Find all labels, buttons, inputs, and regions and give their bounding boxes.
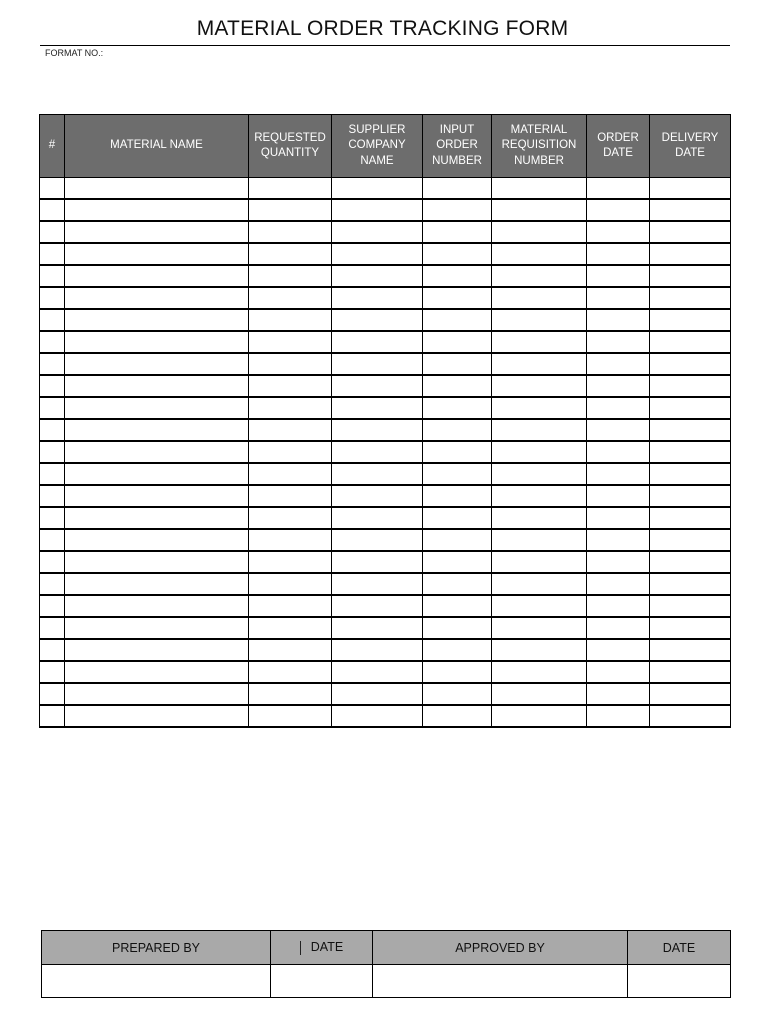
order-date-cell[interactable]	[587, 331, 650, 353]
requested-quantity-cell[interactable]	[249, 551, 332, 573]
number-cell[interactable]	[40, 243, 65, 265]
material-requisition-number-cell[interactable]	[492, 199, 587, 221]
supplier-company-name-cell[interactable]	[332, 441, 423, 463]
material-name-cell[interactable]	[65, 331, 249, 353]
table-row	[40, 199, 731, 221]
order-date-cell[interactable]	[587, 419, 650, 441]
material-name-cell[interactable]	[65, 507, 249, 529]
table-row	[40, 375, 731, 397]
requested-quantity-cell[interactable]	[249, 683, 332, 705]
material-name-cell[interactable]	[65, 287, 249, 309]
delivery-date-cell[interactable]	[650, 573, 731, 595]
requested-quantity-cell[interactable]	[249, 419, 332, 441]
order-date-cell[interactable]	[587, 375, 650, 397]
material-name-cell[interactable]	[65, 397, 249, 419]
delivery-date-cell[interactable]	[650, 661, 731, 683]
number-cell[interactable]	[40, 551, 65, 573]
material-requisition-number-cell[interactable]	[492, 617, 587, 639]
order-date-cell[interactable]	[587, 551, 650, 573]
material-name-cell[interactable]	[65, 639, 249, 661]
material-requisition-number-cell[interactable]	[492, 375, 587, 397]
prepared-by-field[interactable]	[42, 965, 271, 998]
delivery-date-cell[interactable]	[650, 441, 731, 463]
order-date-cell[interactable]	[587, 353, 650, 375]
delivery-date-cell[interactable]	[650, 353, 731, 375]
input-order-number-cell[interactable]	[423, 309, 492, 331]
order-date-cell[interactable]	[587, 683, 650, 705]
delivery-date-cell[interactable]	[650, 529, 731, 551]
material-requisition-number-cell[interactable]	[492, 397, 587, 419]
supplier-company-name-cell[interactable]	[332, 485, 423, 507]
table-row	[40, 617, 731, 639]
signature-entry-row	[42, 965, 731, 998]
delivery-date-cell[interactable]	[650, 551, 731, 573]
requested-quantity-cell[interactable]	[249, 243, 332, 265]
order-date-cell[interactable]	[587, 309, 650, 331]
delivery-date-cell[interactable]	[650, 331, 731, 353]
number-cell[interactable]	[40, 265, 65, 287]
requested-quantity-cell[interactable]	[249, 265, 332, 287]
requested-quantity-cell[interactable]	[249, 441, 332, 463]
material-requisition-number-cell[interactable]	[492, 441, 587, 463]
table-row	[40, 287, 731, 309]
table-row	[40, 353, 731, 375]
material-name-cell[interactable]	[65, 265, 249, 287]
table-row	[40, 507, 731, 529]
table-row	[40, 683, 731, 705]
number-cell[interactable]	[40, 617, 65, 639]
approved-by-field[interactable]	[373, 965, 628, 998]
material-name-cell[interactable]	[65, 485, 249, 507]
supplier-company-name-cell[interactable]	[332, 683, 423, 705]
prepared-by-header: PREPARED BY	[42, 931, 271, 965]
material-requisition-number-cell[interactable]	[492, 309, 587, 331]
col-header-input-order-number: INPUT ORDER NUMBER	[423, 115, 492, 178]
table-row	[40, 661, 731, 683]
material-name-cell[interactable]	[65, 573, 249, 595]
order-date-cell[interactable]	[587, 529, 650, 551]
delivery-date-cell[interactable]	[650, 705, 731, 727]
input-order-number-cell[interactable]	[423, 178, 492, 200]
delivery-date-cell[interactable]	[650, 463, 731, 485]
input-order-number-cell[interactable]	[423, 683, 492, 705]
input-order-number-cell[interactable]	[423, 441, 492, 463]
input-order-number-cell[interactable]	[423, 287, 492, 309]
delivery-date-cell[interactable]	[650, 199, 731, 221]
material-name-cell[interactable]	[65, 243, 249, 265]
table-row	[40, 397, 731, 419]
number-cell[interactable]	[40, 441, 65, 463]
material-name-cell[interactable]	[65, 705, 249, 727]
order-date-cell[interactable]	[587, 221, 650, 243]
input-order-number-cell[interactable]	[423, 353, 492, 375]
order-tracking-table	[39, 114, 731, 728]
col-header-material-name: MATERIAL NAME	[65, 115, 249, 178]
material-name-cell[interactable]	[65, 309, 249, 331]
material-name-cell[interactable]	[65, 419, 249, 441]
number-cell[interactable]	[40, 353, 65, 375]
supplier-company-name-cell[interactable]	[332, 463, 423, 485]
order-date-cell[interactable]	[587, 705, 650, 727]
approved-date-field[interactable]	[628, 965, 731, 998]
supplier-company-name-cell[interactable]	[332, 507, 423, 529]
order-date-cell[interactable]	[587, 485, 650, 507]
material-requisition-number-cell[interactable]	[492, 507, 587, 529]
requested-quantity-cell[interactable]	[249, 573, 332, 595]
requested-quantity-cell[interactable]	[249, 463, 332, 485]
order-date-cell[interactable]	[587, 573, 650, 595]
delivery-date-cell[interactable]	[650, 309, 731, 331]
supplier-company-name-cell[interactable]	[332, 617, 423, 639]
delivery-date-cell[interactable]	[650, 485, 731, 507]
table-row	[40, 243, 731, 265]
delivery-date-cell[interactable]	[650, 617, 731, 639]
requested-quantity-cell[interactable]	[249, 353, 332, 375]
requested-quantity-cell[interactable]	[249, 617, 332, 639]
order-date-cell[interactable]	[587, 243, 650, 265]
supplier-company-name-cell[interactable]	[332, 529, 423, 551]
supplier-company-name-cell[interactable]	[332, 551, 423, 573]
table-row	[40, 441, 731, 463]
delivery-date-cell[interactable]	[650, 683, 731, 705]
input-order-number-cell[interactable]	[423, 551, 492, 573]
material-requisition-number-cell[interactable]	[492, 353, 587, 375]
delivery-date-cell[interactable]	[650, 221, 731, 243]
col-header-number: #	[40, 115, 65, 178]
col-header-delivery-date: DELIVERY DATE	[650, 115, 731, 178]
delivery-date-cell[interactable]	[650, 507, 731, 529]
number-cell[interactable]	[40, 397, 65, 419]
input-order-number-cell[interactable]	[423, 529, 492, 551]
delivery-date-cell[interactable]	[650, 178, 731, 200]
order-date-cell[interactable]	[587, 178, 650, 200]
number-cell[interactable]	[40, 178, 65, 200]
supplier-company-name-cell[interactable]	[332, 178, 423, 200]
number-cell[interactable]	[40, 419, 65, 441]
table-row	[40, 419, 731, 441]
approved-by-header: APPROVED BY	[373, 931, 628, 965]
material-requisition-number-cell[interactable]	[492, 529, 587, 551]
material-name-cell[interactable]	[65, 551, 249, 573]
material-requisition-number-cell[interactable]	[492, 419, 587, 441]
number-cell[interactable]	[40, 309, 65, 331]
requested-quantity-cell[interactable]	[249, 375, 332, 397]
supplier-company-name-cell[interactable]	[332, 573, 423, 595]
input-order-number-cell[interactable]	[423, 507, 492, 529]
delivery-date-cell[interactable]	[650, 287, 731, 309]
number-cell[interactable]	[40, 463, 65, 485]
input-order-number-cell[interactable]	[423, 661, 492, 683]
requested-quantity-cell[interactable]	[249, 529, 332, 551]
prepared-date-field[interactable]	[271, 965, 373, 998]
input-order-number-cell[interactable]	[423, 221, 492, 243]
material-name-cell[interactable]	[65, 661, 249, 683]
material-requisition-number-cell[interactable]	[492, 265, 587, 287]
prepared-date-label: DATE	[310, 940, 344, 955]
input-order-number-cell[interactable]	[423, 485, 492, 507]
requested-quantity-cell[interactable]	[249, 221, 332, 243]
table-row	[40, 551, 731, 573]
delivery-date-cell[interactable]	[650, 639, 731, 661]
order-date-cell[interactable]	[587, 265, 650, 287]
input-order-number-cell[interactable]	[423, 397, 492, 419]
material-requisition-number-cell[interactable]	[492, 287, 587, 309]
signature-table	[41, 930, 731, 998]
number-cell[interactable]	[40, 595, 65, 617]
material-requisition-number-cell[interactable]	[492, 639, 587, 661]
requested-quantity-cell[interactable]	[249, 661, 332, 683]
supplier-company-name-cell[interactable]	[332, 331, 423, 353]
input-order-number-cell[interactable]	[423, 463, 492, 485]
delivery-date-cell[interactable]	[650, 265, 731, 287]
supplier-company-name-cell[interactable]	[332, 243, 423, 265]
input-order-number-cell[interactable]	[423, 243, 492, 265]
material-requisition-number-cell[interactable]	[492, 705, 587, 727]
order-date-cell[interactable]	[587, 397, 650, 419]
material-requisition-number-cell[interactable]	[492, 551, 587, 573]
input-order-number-cell[interactable]	[423, 595, 492, 617]
number-cell[interactable]	[40, 331, 65, 353]
material-name-cell[interactable]	[65, 463, 249, 485]
table-row	[40, 595, 731, 617]
table-row	[40, 178, 731, 200]
signature-header-row	[42, 931, 731, 965]
supplier-company-name-cell[interactable]	[332, 397, 423, 419]
requested-quantity-cell[interactable]	[249, 199, 332, 221]
material-requisition-number-cell[interactable]	[492, 178, 587, 200]
number-cell[interactable]	[40, 287, 65, 309]
number-cell[interactable]	[40, 661, 65, 683]
col-header-supplier-company-name: SUPPLIER COMPANY NAME	[332, 115, 423, 178]
supplier-company-name-cell[interactable]	[332, 287, 423, 309]
table-row	[40, 463, 731, 485]
table-row	[40, 705, 731, 727]
material-requisition-number-cell[interactable]	[492, 683, 587, 705]
material-requisition-number-cell[interactable]	[492, 243, 587, 265]
supplier-company-name-cell[interactable]	[332, 419, 423, 441]
material-requisition-number-cell[interactable]	[492, 485, 587, 507]
table-row	[40, 573, 731, 595]
material-requisition-number-cell[interactable]	[492, 463, 587, 485]
form-title: MATERIAL ORDER TRACKING FORM	[196, 17, 569, 40]
col-header-requested-quantity: REQUESTED QUANTITY	[249, 115, 332, 178]
table-body	[40, 178, 731, 728]
title-divider	[40, 45, 730, 46]
material-requisition-number-cell[interactable]	[492, 595, 587, 617]
material-requisition-number-cell[interactable]	[492, 661, 587, 683]
table-row	[40, 331, 731, 353]
number-cell[interactable]	[40, 221, 65, 243]
order-date-cell[interactable]	[587, 463, 650, 485]
material-name-cell[interactable]	[65, 353, 249, 375]
number-cell[interactable]	[40, 507, 65, 529]
number-cell[interactable]	[40, 375, 65, 397]
supplier-company-name-cell[interactable]	[332, 375, 423, 397]
requested-quantity-cell[interactable]	[249, 705, 332, 727]
order-date-cell[interactable]	[587, 507, 650, 529]
requested-quantity-cell[interactable]	[249, 397, 332, 419]
table-row	[40, 221, 731, 243]
number-cell[interactable]	[40, 199, 65, 221]
table-row	[40, 485, 731, 507]
table-row	[40, 529, 731, 551]
order-date-cell[interactable]	[587, 639, 650, 661]
input-order-number-cell[interactable]	[423, 375, 492, 397]
order-date-cell[interactable]	[587, 595, 650, 617]
requested-quantity-cell[interactable]	[249, 287, 332, 309]
order-date-cell[interactable]	[587, 441, 650, 463]
number-cell[interactable]	[40, 485, 65, 507]
supplier-company-name-cell[interactable]	[332, 595, 423, 617]
col-header-order-date: ORDER DATE	[587, 115, 650, 178]
delivery-date-cell[interactable]	[650, 419, 731, 441]
input-order-number-cell[interactable]	[423, 705, 492, 727]
material-name-cell[interactable]	[65, 178, 249, 200]
material-name-cell[interactable]	[65, 441, 249, 463]
material-name-cell[interactable]	[65, 375, 249, 397]
material-name-cell[interactable]	[65, 683, 249, 705]
number-cell[interactable]	[40, 573, 65, 595]
order-date-cell[interactable]	[587, 661, 650, 683]
table-row	[40, 639, 731, 661]
input-order-number-cell[interactable]	[423, 617, 492, 639]
input-order-number-cell[interactable]	[423, 573, 492, 595]
prepared-date-header	[271, 931, 373, 965]
requested-quantity-cell[interactable]	[249, 309, 332, 331]
approved-date-header: DATE	[628, 931, 731, 965]
number-cell[interactable]	[40, 529, 65, 551]
order-date-cell[interactable]	[587, 287, 650, 309]
supplier-company-name-cell[interactable]	[332, 309, 423, 331]
number-cell[interactable]	[40, 639, 65, 661]
supplier-company-name-cell[interactable]	[332, 199, 423, 221]
supplier-company-name-cell[interactable]	[332, 661, 423, 683]
requested-quantity-cell[interactable]	[249, 639, 332, 661]
requested-quantity-cell[interactable]	[249, 331, 332, 353]
requested-quantity-cell[interactable]	[249, 178, 332, 200]
material-name-cell[interactable]	[65, 617, 249, 639]
delivery-date-cell[interactable]	[650, 397, 731, 419]
order-date-cell[interactable]	[587, 617, 650, 639]
number-cell[interactable]	[40, 683, 65, 705]
col-header-material-requisition-number: MATERIAL REQUISITION NUMBER	[492, 115, 587, 178]
delivery-date-cell[interactable]	[650, 243, 731, 265]
table-row	[40, 309, 731, 331]
delivery-date-cell[interactable]	[650, 375, 731, 397]
input-order-number-cell[interactable]	[423, 265, 492, 287]
material-name-cell[interactable]	[65, 221, 249, 243]
format-number-label: FORMAT NO.:	[45, 48, 104, 58]
supplier-company-name-cell[interactable]	[332, 705, 423, 727]
number-cell[interactable]	[40, 705, 65, 727]
requested-quantity-cell[interactable]	[249, 507, 332, 529]
supplier-company-name-cell[interactable]	[332, 353, 423, 375]
material-requisition-number-cell[interactable]	[492, 221, 587, 243]
table-row	[40, 265, 731, 287]
table-header-row	[40, 115, 731, 178]
material-name-cell[interactable]	[65, 595, 249, 617]
material-name-cell[interactable]	[65, 529, 249, 551]
material-requisition-number-cell[interactable]	[492, 331, 587, 353]
supplier-company-name-cell[interactable]	[332, 265, 423, 287]
requested-quantity-cell[interactable]	[249, 595, 332, 617]
requested-quantity-cell[interactable]	[249, 485, 332, 507]
order-date-cell[interactable]	[587, 199, 650, 221]
input-order-number-cell[interactable]	[423, 199, 492, 221]
material-requisition-number-cell[interactable]	[492, 573, 587, 595]
input-order-number-cell[interactable]	[423, 639, 492, 661]
input-order-number-cell[interactable]	[423, 331, 492, 353]
supplier-company-name-cell[interactable]	[332, 639, 423, 661]
material-name-cell[interactable]	[65, 199, 249, 221]
input-order-number-cell[interactable]	[423, 419, 492, 441]
supplier-company-name-cell[interactable]	[332, 221, 423, 243]
delivery-date-cell[interactable]	[650, 595, 731, 617]
separator-mark	[300, 941, 301, 955]
